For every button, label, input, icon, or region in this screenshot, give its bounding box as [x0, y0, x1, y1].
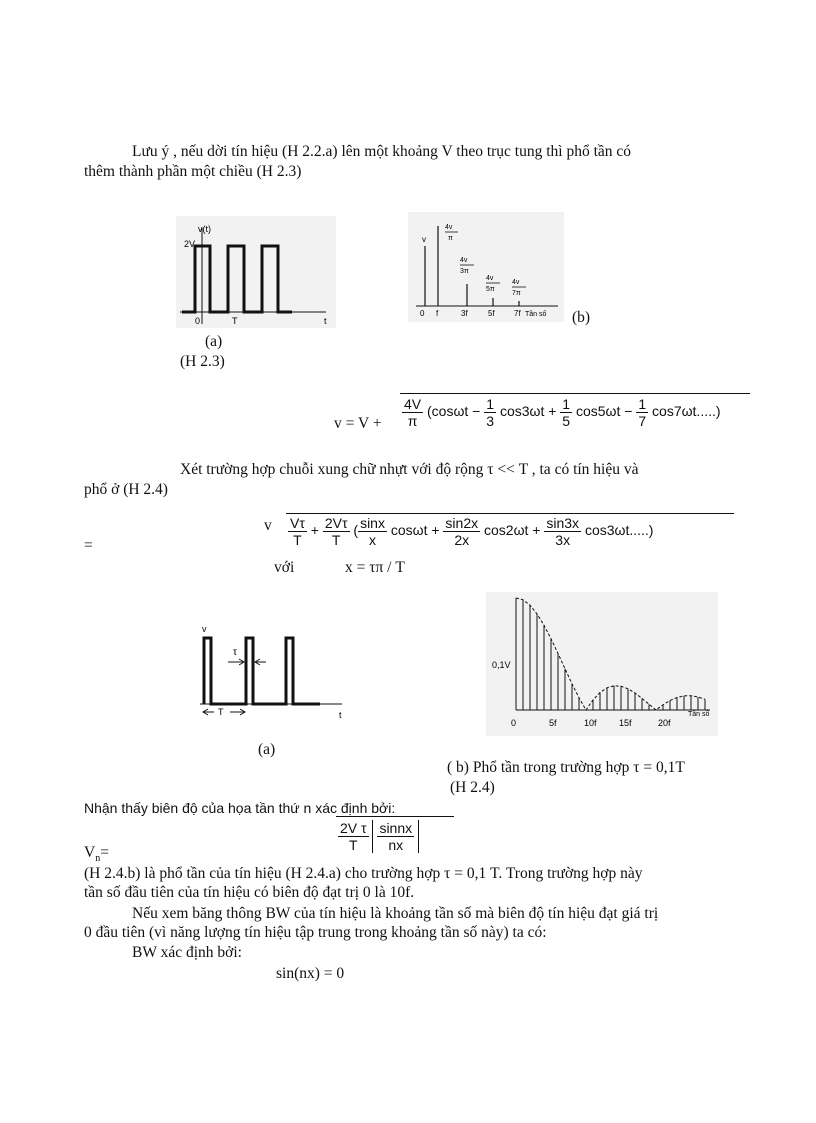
- fig24-b-caption: ( b) Phổ tần trong trường hợp τ = 0,1T: [447, 759, 685, 776]
- tick-3f: 3f: [461, 309, 468, 318]
- eq2-f1-num: Vτ: [290, 515, 305, 531]
- paragraph-2-line-1: Xét trường hợp chuỗi xung chữ nhựt với độ rộng τ << T , ta có tín hiệu và: [180, 461, 639, 478]
- eq2-s1-text: cosωt +: [390, 522, 440, 539]
- eq2-f1-den: T: [293, 532, 302, 548]
- eq2-open: (: [353, 522, 359, 539]
- eq3-v: V: [84, 844, 96, 861]
- eq1-t7-text: cos7ωt.....): [652, 403, 721, 420]
- eq3-abs-num: sinnx: [379, 820, 413, 836]
- fig24-a-label: (a): [258, 741, 276, 758]
- eq1-open: (cosωt −: [427, 403, 481, 420]
- fig23-right-axis-x: Tần số: [525, 311, 547, 318]
- fig23-left-period: T: [232, 316, 238, 326]
- eq3-eq: =: [100, 844, 109, 861]
- eq3-abs-den: nx: [388, 837, 404, 853]
- eq1-t5-text: cos5ωt −: [575, 403, 633, 420]
- amp-5-den: 5π: [486, 286, 495, 293]
- fig23-right-axis-y: v: [422, 235, 426, 244]
- eq2-s1-num: sinx: [360, 515, 385, 531]
- fig24-right-axis-x: Tần số: [688, 711, 710, 718]
- eq1-t3-text: cos3ωt +: [499, 403, 557, 420]
- eq3-num: 2V τ: [340, 820, 367, 836]
- eq2-s1-den: x: [369, 532, 377, 548]
- fig23-line-spectrum: [408, 212, 564, 322]
- eq2-f2-den: T: [331, 532, 341, 548]
- eq2-plus1: +: [310, 522, 319, 539]
- fig23-left-origin: 0: [195, 316, 201, 326]
- amp-5-num: 4v: [486, 275, 494, 282]
- tick-5f: 5f: [488, 309, 495, 318]
- paragraph-2-line-2: phổ ở (H 2.4): [84, 481, 168, 498]
- eq2-s3-den: 3x: [555, 532, 571, 548]
- tick-0: 0: [511, 718, 517, 728]
- eq2-v: v: [264, 517, 272, 534]
- fig24-sinc-spectrum: [486, 592, 718, 736]
- amp-1-den: π: [448, 235, 453, 242]
- eq2-s3-text: cos3ωt.....): [584, 522, 654, 539]
- eq2-x-def: x = τπ / T: [345, 559, 405, 576]
- tick-10f: 10f: [584, 718, 597, 728]
- paragraph-6: BW xác định bởi:: [132, 944, 242, 961]
- fig24-left-axis-y: v: [202, 624, 207, 634]
- fig23-left-axis-x: t: [324, 316, 327, 326]
- fig24-caption: (H 2.4): [450, 779, 495, 796]
- eq1-t3-den: 3: [486, 413, 495, 429]
- paragraph-5-line-2: 0 đầu tiên (vì năng lượng tín hiệu tập trung trong khoảng tần số này) ta có:: [84, 924, 547, 941]
- eq2-s2-num: sin2x: [445, 515, 479, 531]
- eq2-with: với: [274, 559, 295, 576]
- equation-2: [288, 515, 653, 548]
- pulse-trace: [204, 638, 320, 704]
- tick-7f: 7f: [514, 309, 521, 318]
- fig24-right-level: 0,1V: [492, 660, 511, 670]
- eq3-den: T: [348, 837, 358, 853]
- amp-3-den: 3π: [460, 268, 469, 275]
- eq1-t5-num: 1: [562, 396, 571, 412]
- equation-3: [338, 820, 419, 853]
- amp-3-num: 4v: [460, 257, 468, 264]
- fig23-left-level: 2V: [184, 239, 196, 249]
- eq2-f2-num: 2Vτ: [324, 515, 348, 531]
- eq1-t5-den: 5: [562, 413, 571, 429]
- eq1-t3-num: 1: [486, 396, 495, 412]
- eq2-s3-num: sin3x: [546, 515, 580, 531]
- fig24-left-tau: τ: [233, 647, 237, 658]
- paragraph-4-line-1: (H 2.4.b) là phổ tần của tín hiệu (H 2.4.a) cho trường hợp τ = 0,1 T. Trong trường hợp này: [84, 865, 643, 882]
- eq1-frac1-num: 4V: [404, 396, 422, 412]
- fig23-left-axis-y: v(t): [198, 224, 211, 234]
- tick-15f: 15f: [619, 718, 632, 728]
- fig23-caption: (H 2.3): [180, 353, 225, 370]
- tick-0: 0: [420, 309, 425, 318]
- equation-1: [402, 396, 721, 429]
- fig24-left-period: T: [218, 707, 224, 717]
- tick-f: f: [436, 309, 439, 318]
- equation-4: sin(nx) = 0: [276, 965, 345, 982]
- paragraph-3: Nhận thấy biên độ của họa tần thứ n xác định bởi:: [84, 800, 396, 816]
- amp-7-num: 4v: [512, 279, 520, 286]
- paragraph-1-line-2: thêm thành phần một chiều (H 2.3): [84, 163, 302, 180]
- eq2-s2-text: cos2ωt +: [484, 522, 541, 539]
- fig23-b-label: (b): [572, 309, 591, 326]
- fig23-a-label: (a): [205, 333, 223, 350]
- eq2-eq-sign: =: [84, 537, 93, 554]
- eq1-frac1-den: π: [407, 413, 418, 429]
- paragraph-1-line-1: Lưu ý , nếu dời tín hiệu (H 2.2.a) lên một khoảng V theo trục tung thì phổ tần có: [132, 143, 632, 160]
- fig24-left-axis-x: t: [339, 710, 342, 720]
- amp-7-den: 7π: [512, 290, 521, 297]
- paragraph-4-line-2: tần số đầu tiên của tín hiệu có biên độ đạt trị 0 là 10f.: [84, 884, 415, 901]
- eq1-t7-den: 7: [638, 413, 647, 429]
- tick-20f: 20f: [658, 718, 671, 728]
- tick-5f: 5f: [549, 718, 557, 728]
- eq3-sub: n: [95, 853, 101, 865]
- eq1-lhs: v = V +: [334, 415, 382, 432]
- eq2-s2-den: 2x: [454, 532, 470, 548]
- amp-1-num: 4v: [445, 224, 453, 231]
- fig23-square-wave: [176, 216, 336, 328]
- paragraph-5-line-1: Nếu xem băng thông BW của tín hiệu là khoảng tần số mà biên độ tín hiệu đạt giá trị: [132, 905, 659, 922]
- eq1-t7-num: 1: [638, 396, 647, 412]
- fig24-pulse-train: [194, 618, 350, 724]
